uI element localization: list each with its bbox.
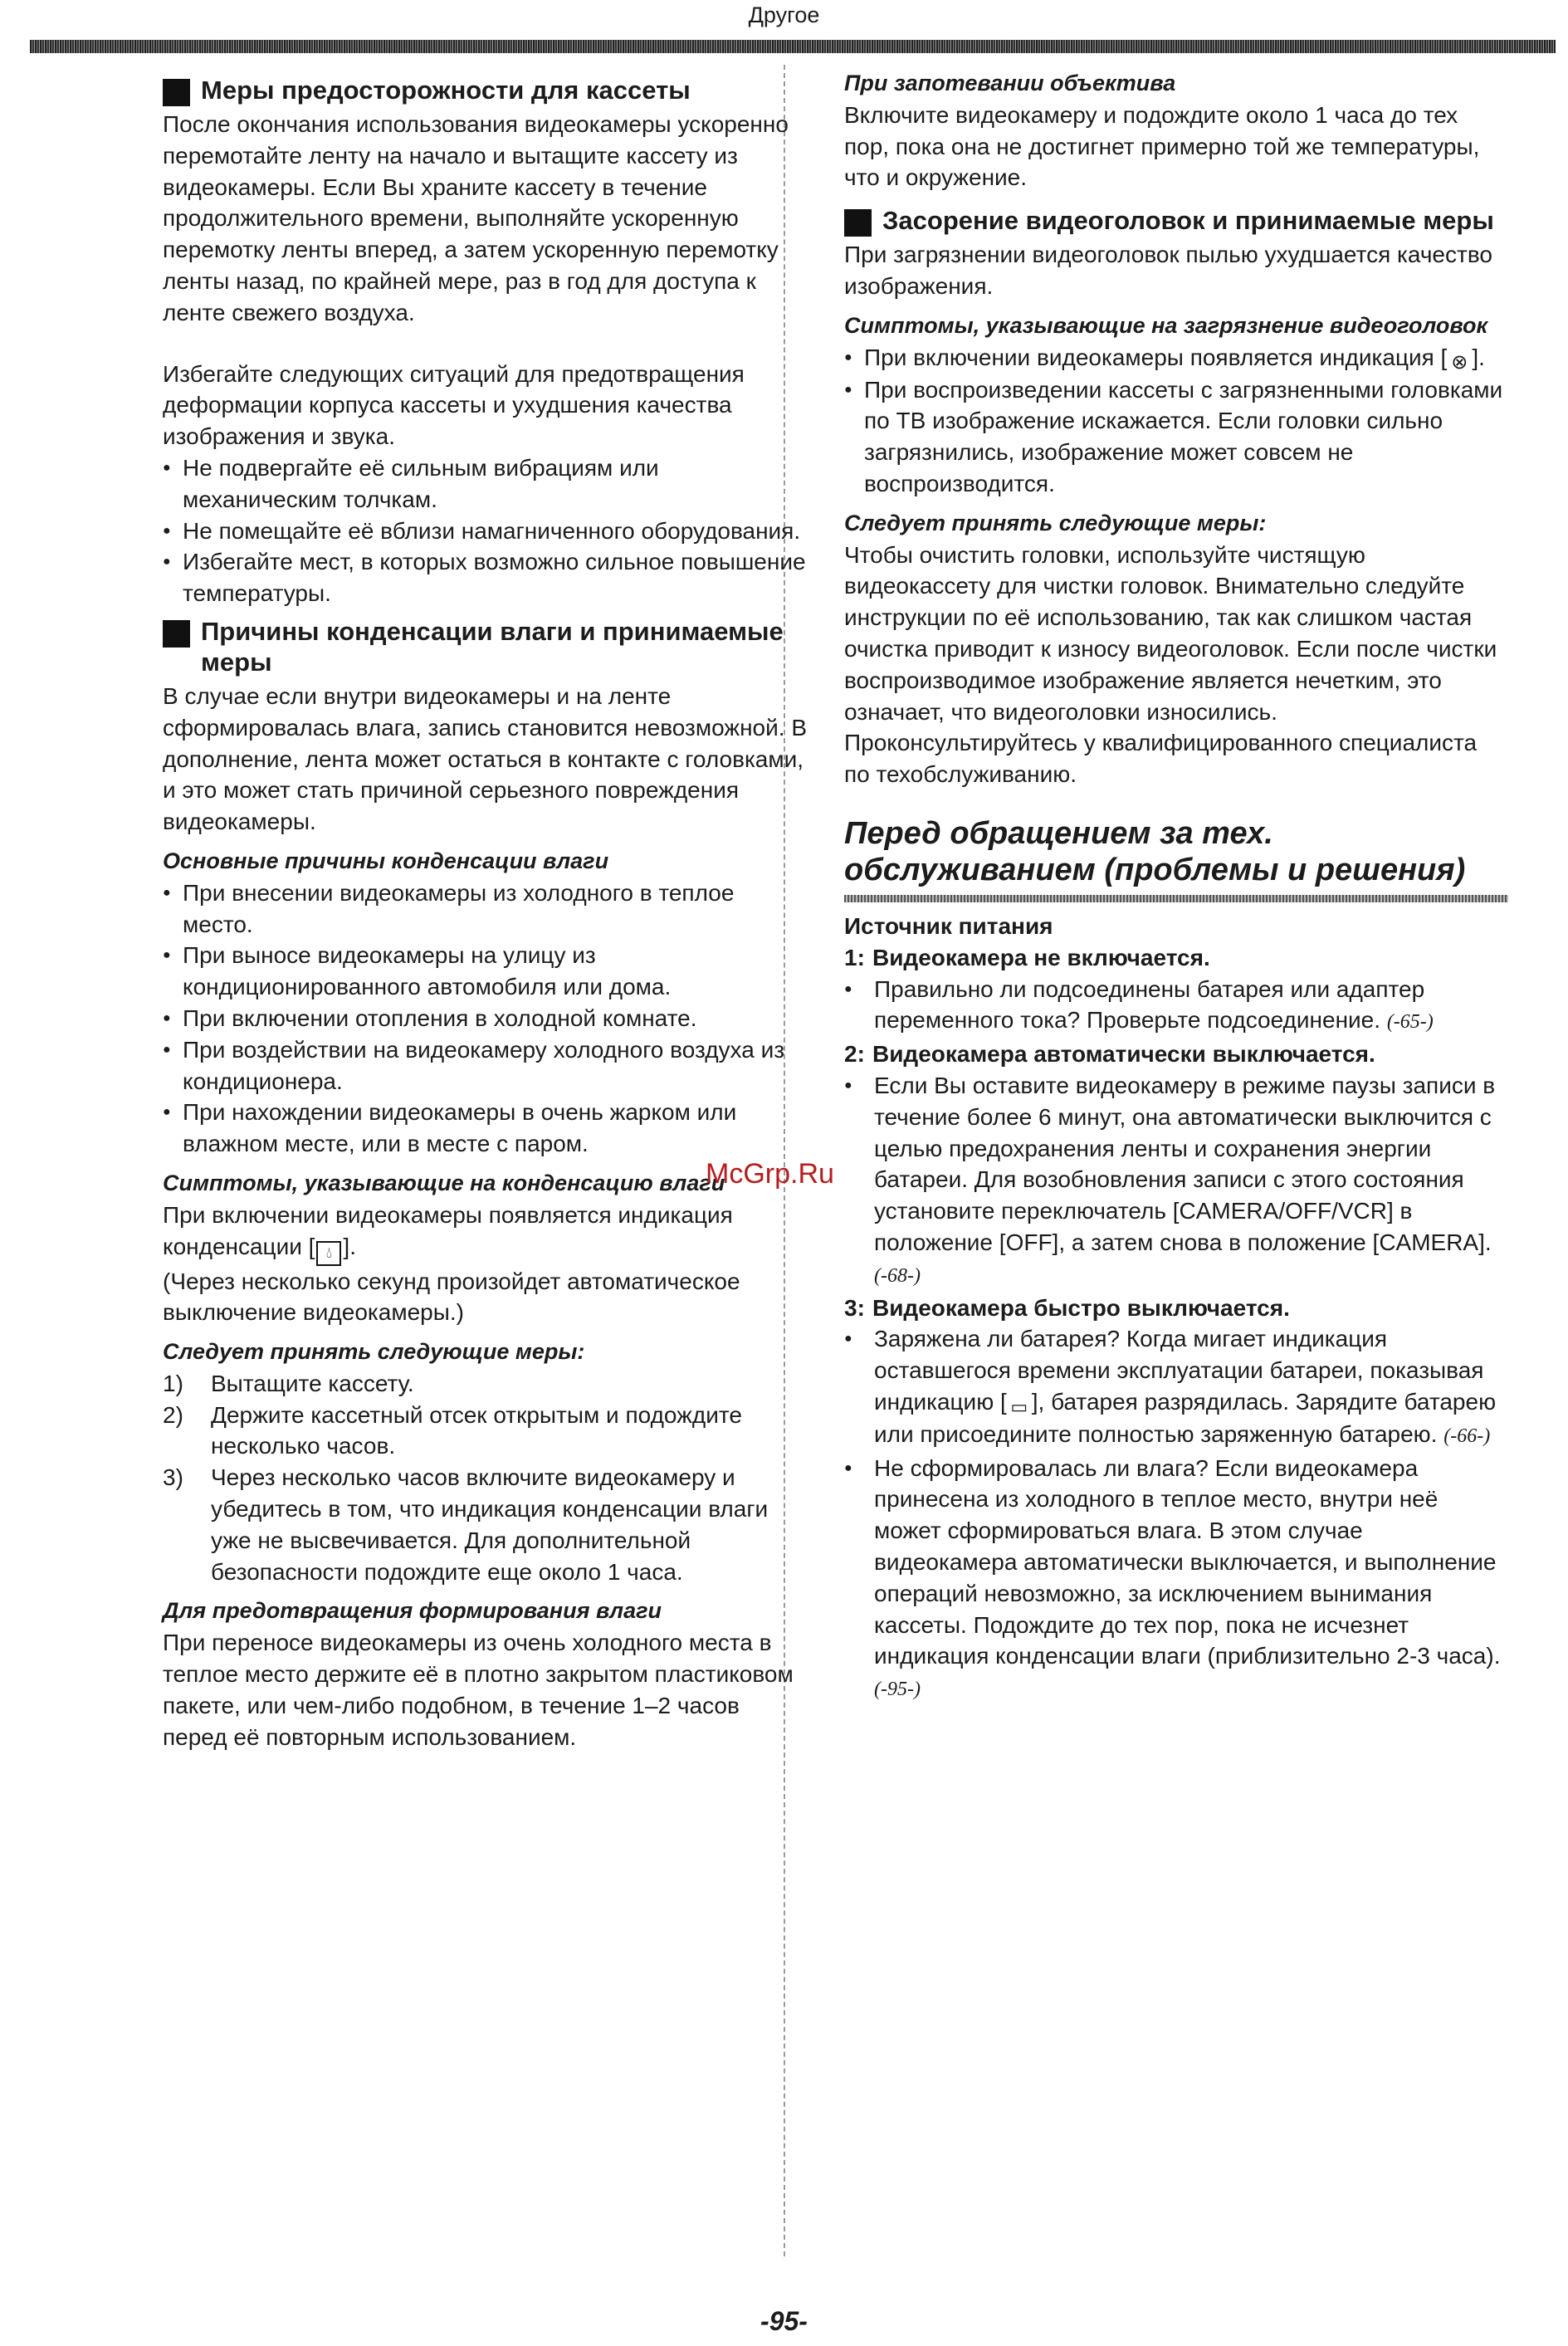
section-heading-cassette-care: Меры предосторожности для кассеты [163, 75, 810, 105]
numbered-list [163, 1368, 810, 1588]
list-item: ● Правильно ли подсоединены батарея или адаптер переменного тока? Проверьте подсоединение. (-65-) [844, 974, 1508, 1039]
list-item: ● Не помещайте её вблизи намагниченного оборудования. [163, 516, 810, 547]
page-reference: (-65-) [1386, 1011, 1434, 1034]
warning-x-icon: ⊗ [1451, 350, 1468, 374]
list-item: ● При выносе видеокамеры на улицу из кондиционированного автомобиля или дома. [163, 940, 810, 1003]
left-column [163, 68, 810, 1752]
battery-empty-icon: ▭ [1010, 1395, 1028, 1417]
bullet-list [844, 342, 1508, 500]
list-item: ● При воздействии на видеокамеру холодного воздуха из кондиционера. [163, 1034, 810, 1097]
page-reference: (-68-) [874, 1264, 921, 1287]
bullet-list [844, 1323, 1508, 1706]
section-square-icon [163, 79, 190, 106]
bullet-list [844, 1070, 1508, 1293]
paragraph: При переносе видеокамеры из очень холодного места в теплое место держите её в плотно закрытом пластиковом пакете, или чем-либо подобном, в течение 1–2 часов перед её повторным использованием. [163, 1630, 794, 1750]
paragraph: Чтобы очистить головки, используйте чистящую видеокассету для чистки головок. Внимательно следуйте инструкции по её использованию, так как слишком частая очистка приводит к износу видеоголовок. Если после чистки воспроизводимое изображение является нечетким, это означает, что видеоголовки износились. Проконсультируйтесь у квалифицированного специалиста по техобслуживанию. [844, 541, 1497, 788]
list-item: ● При внесении видеокамеры из холодного в теплое место. [163, 877, 810, 941]
paragraph: (Через несколько секунд произойдет автоматическое выключение видеокамеры.) [163, 1268, 740, 1326]
subheading: Для предотвращения формирования влаги [163, 1598, 662, 1624]
subheading: Следует принять следующие меры: [163, 1339, 585, 1365]
list-item: ● Если Вы оставите видеокамеру в режиме паузы записи в течение более 6 минут, она автоматически выключится с целью предохранения ленты и сохранения энергии батареи. Для возобновления записи с этого состояния установите переключатель [CAMERA/OFF/VCR] в положение [OFF], а затем снова в положение [CAMERA]. (-68-) [844, 1070, 1508, 1293]
subheading: При запотевании объектива [844, 71, 1176, 95]
subheading: Основные причины конденсации влаги [163, 848, 609, 873]
page-number: -95- [760, 2306, 808, 2336]
section-heading-condensation: Причины конденсации влаги и принимаемые меры [163, 616, 810, 677]
subheading: Следует принять следующие меры: [844, 510, 1267, 535]
problem-heading: 3: Видеокамера быстро выключается. [844, 1294, 1290, 1321]
paragraph: При загрязнении видеоголовок пылью ухудшается качество изображения. [844, 242, 1492, 299]
page-reference: (-95-) [874, 1679, 921, 1701]
power-source-label: Источник питания [844, 912, 1053, 939]
paragraph: Избегайте следующих ситуаций для предотвращения деформации корпуса кассеты и ухудшения качества изображения и звука. [163, 360, 745, 450]
paragraph: После окончания использования видеокамеры ускоренно перемотайте ленту на начало и вытащите кассету из видеокамеры. Если Вы храните кассету в течение продолжительного времени, выполняйте ускоренную перемотку ленты вперед, а затем ускоренную перемотку ленты назад, по крайней мере, раз в год для доступа к ленте свежего воздуха. [163, 111, 789, 325]
problem-heading: 2: Видеокамера автоматически выключается. [844, 1041, 1375, 1068]
paragraph: В случае если внутри видеокамеры и на ленте сформировалась влага, запись становится невозможной. В дополнение, лента может остаться в контакте с головками, и это может стать причиной серьезного повреждения видеокамеры. [163, 682, 808, 835]
condensation-drop-icon: 💧︎ [316, 1241, 341, 1266]
header-rule [30, 40, 1556, 53]
page-header-title: Другое [748, 2, 820, 27]
section-heading-troubleshooting: Перед обращением за тех. обслуживанием (проблемы и решения) [844, 815, 1466, 887]
list-item: 1) Вытащите кассету. [163, 1370, 414, 1396]
section-square-icon [163, 620, 190, 648]
list-item: 2) Держите кассетный отсек открытым и подождите несколько часов. [163, 1401, 742, 1459]
paragraph: При включении видеокамеры появляется индикация конденсации [ 💧︎ ]. [163, 1200, 810, 1266]
paragraph: Включите видеокамеру и подождите около 1 часа до тех пор, пока она не достигнет примерно той же температуры, что и окружение. [844, 101, 1480, 191]
list-item: ● При воспроизведении кассеты с загрязненными головками по ТВ изображение искажается. Если головки сильно загрязнились, изображение может совсем не воспроизводится. [844, 374, 1508, 500]
right-column [844, 68, 1508, 1706]
list-item: ● Не подвергайте её сильным вибрациям или механическим толчкам. [163, 452, 810, 516]
problem-heading: 1: Видеокамера не включается. [844, 944, 1210, 970]
page-reference: (-66-) [1443, 1425, 1491, 1447]
list-item: ● Заряжена ли батарея? Когда мигает индикация оставшегося времени эксплуатации батареи, показывая индикацию [ ▭ ], батарея разрядилась. Зарядите батарею или присоедините полностью заряженную батарею. (-66-) [844, 1323, 1508, 1452]
watermark: McGrp.Ru [706, 1158, 834, 1190]
list-item: ● При включении видеокамеры появляется индикация [ ⊗ ]. [844, 342, 1508, 374]
subheading: Симптомы, указывающие на загрязнение видеоголовок [844, 312, 1488, 338]
list-item: ● Не сформировалась ли влага? Если видеокамера принесена из холодного в теплое место, внутри неё может сформироваться влага. В этом случае видеокамера автоматически выключается, и выполнение операций невозможно, за исключением вынимания кассеты. Подождите до тех пор, пока не исчезнет индикация конденсации влаги (приблизительно 2-3 часа). (-95-) [844, 1453, 1508, 1706]
list-item: ● При включении отопления в холодной комнате. [163, 1003, 810, 1034]
bullet-list [163, 452, 810, 609]
list-item: ● При нахождении видеокамеры в очень жарком или влажном месте, или в месте с паром. [163, 1097, 810, 1160]
heading-rule [844, 895, 1508, 902]
list-item: ● Избегайте мест, в которых возможно сильное повышение температуры. [163, 546, 810, 609]
bullet-list [844, 974, 1508, 1039]
subheading: Симптомы, указывающие на конденсацию влаги [163, 1170, 725, 1195]
bullet-list [163, 877, 810, 1160]
list-item: 3) Через несколько часов включите видеокамеру и убедитесь в том, что индикация конденсации влаги уже не высвечивается. Для дополнительной безопасности подождите еще около 1 часа. [163, 1464, 769, 1585]
section-square-icon [844, 209, 872, 237]
section-heading-head-clogging: Засорение видеоголовок и принимаемые меры [844, 205, 1508, 236]
